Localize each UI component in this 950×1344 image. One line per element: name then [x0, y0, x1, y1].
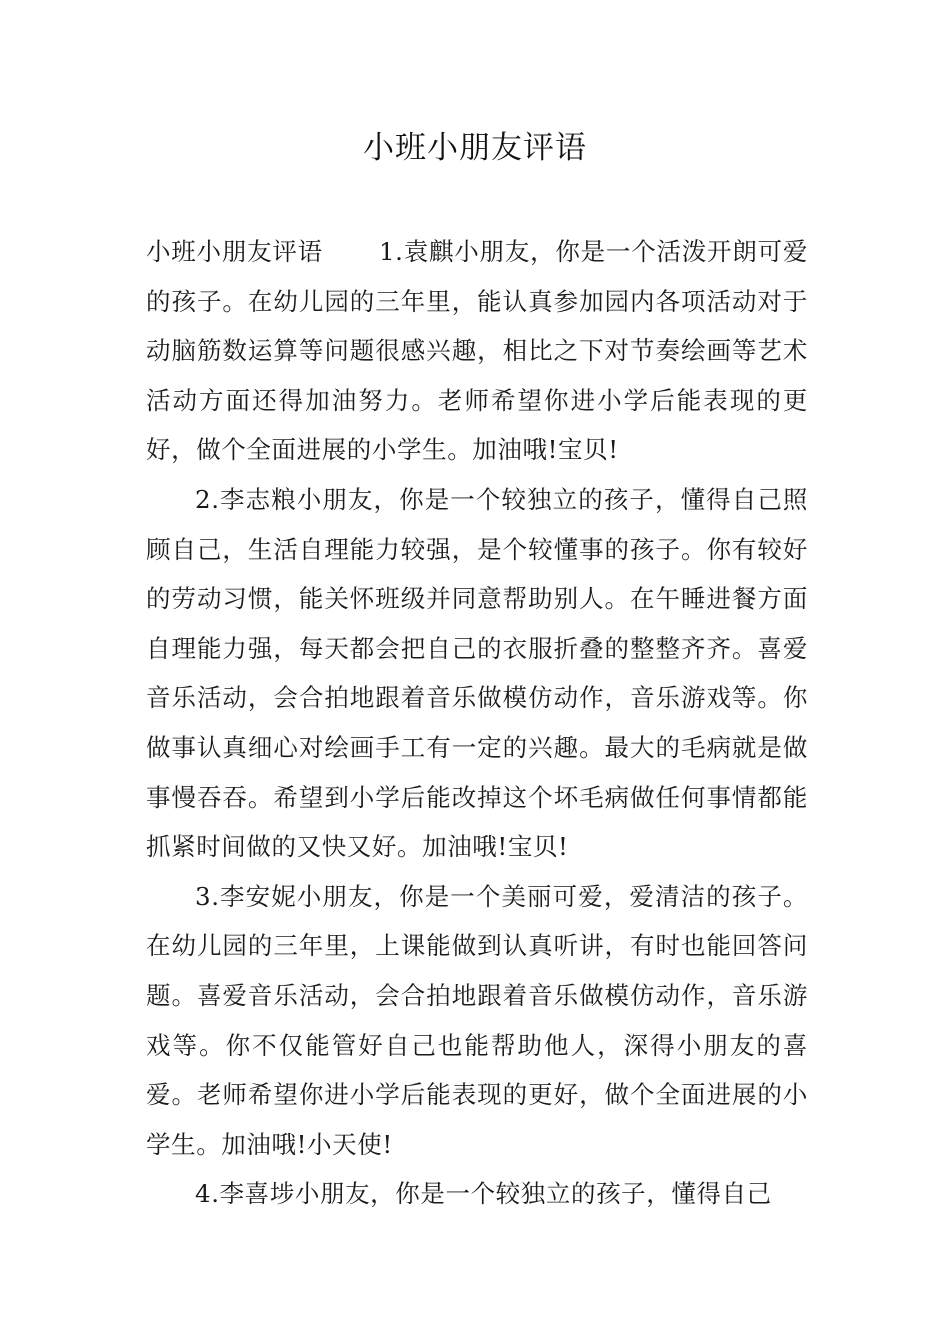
paragraph-4: 4.李喜埗小朋友，你是一个较独立的孩子，懂得自己	[195, 1179, 772, 1209]
paragraph-1-text: 1.袁麒小朋友，你是一个活泼开朗可爱的孩子。在幼儿园的三年里，能认真参加园内各项活动对于动脑筋数运算等问题很感兴趣，相比之下对节奏绘画等艺术活动方面还得加油努力。老师希望你进小学后能表现的更好，做个全面进展的小学生。加油哦!宝贝!	[146, 237, 808, 465]
document-body	[146, 227, 808, 1219]
paragraph-3: 3.李安妮小朋友，你是一个美丽可爱，爱清洁的孩子。在幼儿园的三年里，上课能做到认真听讲，有时也能回答问题。喜爱音乐活动，会合拍地跟着音乐做模仿动作，音乐游戏等。你不仅能管好自己也能帮助他人，深得小朋友的喜爱。老师希望你进小学后能表现的更好，做个全面进展的小学生。加油哦!小天使!	[146, 881, 808, 1159]
paragraph-1	[146, 227, 808, 475]
page-title: 小班小朋友评语	[363, 130, 587, 166]
paragraph-2: 2.李志粮小朋友，你是一个较独立的孩子，懂得自己照顾自己，生活自理能力较强，是个较懂事的孩子。你有较好的劳动习惯，能关怀班级并同意帮助别人。在午睡进餐方面自理能力强，每天都会把自己的衣服折叠的整整齐齐。喜爱音乐活动，会合拍地跟着音乐做模仿动作，音乐游戏等。你做事认真细心对绘画手工有一定的兴趣。最大的毛病就是做事慢吞吞。希望到小学后能改掉这个坏毛病做任何事情都能抓紧时间做的又快又好。加油哦!宝贝!	[146, 484, 808, 862]
intro-label: 小班小朋友评语	[146, 237, 323, 266]
